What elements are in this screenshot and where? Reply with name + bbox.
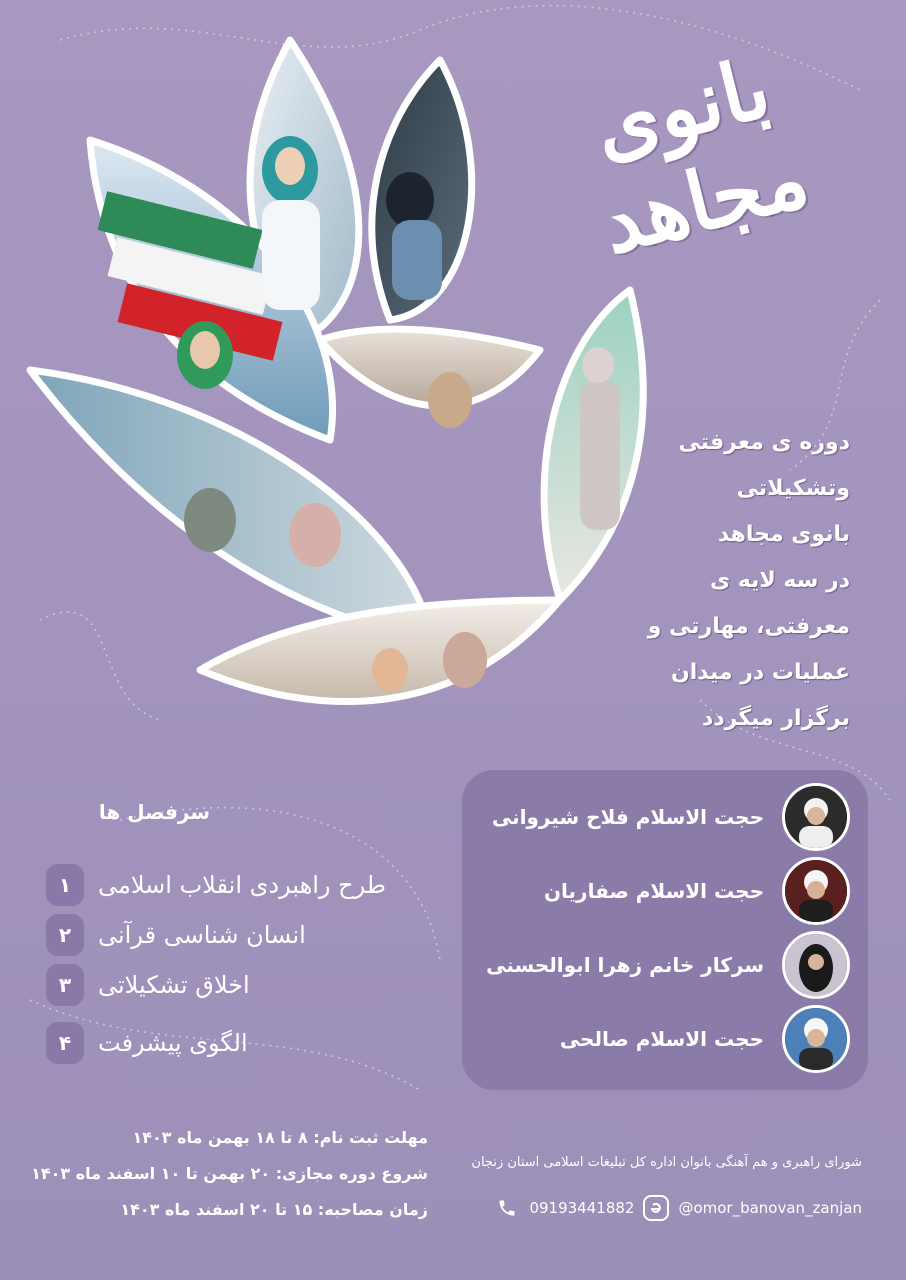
organizer-text: شورای راهبری و هم آهنگی بانوان اداره کل تبلیغات اسلامی استان زنجان [471,1155,862,1170]
speaker-avatar [782,857,850,925]
speaker-row [470,932,850,998]
speaker-name: حجت الاسلام فلاح شیروانی [491,805,764,829]
interview-time: زمان مصاحبه: ۱۵ تا ۲۰ اسفند ماه ۱۴۰۳ [120,1200,428,1219]
speaker-avatar [782,783,850,851]
syllabus-number: ۲ [46,914,84,956]
speaker-name: سرکار خانم زهرا ابوالحسنی [486,953,764,977]
social-handle[interactable]: @omor_banovan_zanjan [678,1199,862,1217]
online-course-start: شروع دوره مجازی: ۲۰ بهمن تا ۱۰ اسفند ماه ۱۴۰۳ [31,1164,428,1183]
syllabus-item [46,964,250,1006]
syllabus-label: اخلاق تشکیلاتی [98,971,250,999]
syllabus-label: الگوی پیشرفت [98,1029,248,1057]
poster-title: بانوی مجاهد [584,39,818,273]
registration-deadline: مهلت ثبت نام: ۸ تا ۱۸ بهمن ماه ۱۴۰۳ [132,1128,428,1147]
phone-icon [493,1194,521,1222]
contact-row [485,1190,862,1226]
speaker-name: حجت الاسلام صفاریان [543,879,764,903]
course-description: دوره ی معرفتی وتشکیلاتی بانوی مجاهد در سه لایه ی معرفتی، مهارتی و عملیات در میدان برگزار میگردد [647,430,850,731]
speakers-panel [462,770,868,1090]
speaker-avatar [782,931,850,999]
syllabus-title: سرفصل ها [98,800,210,824]
syllabus-label: طرح راهبردی انقلاب اسلامی [98,871,386,899]
syllabus-label: انسان شناسی قرآنی [98,921,306,949]
speaker-avatar [782,1005,850,1073]
syllabus-item [46,1022,248,1064]
phone-number[interactable]: 09193441882 [529,1199,635,1217]
important-dates [28,1120,428,1228]
syllabus-item [46,914,306,956]
speaker-row [470,784,850,850]
speaker-name: حجت الاسلام صالحی [559,1027,764,1051]
syllabus-number: ۴ [46,1022,84,1064]
speaker-row [470,858,850,924]
syllabus-number: ۱ [46,864,84,906]
speaker-row [470,1006,850,1072]
syllabus-item [46,864,386,906]
syllabus-number: ۳ [46,964,84,1006]
eitaa-icon [642,1194,670,1222]
